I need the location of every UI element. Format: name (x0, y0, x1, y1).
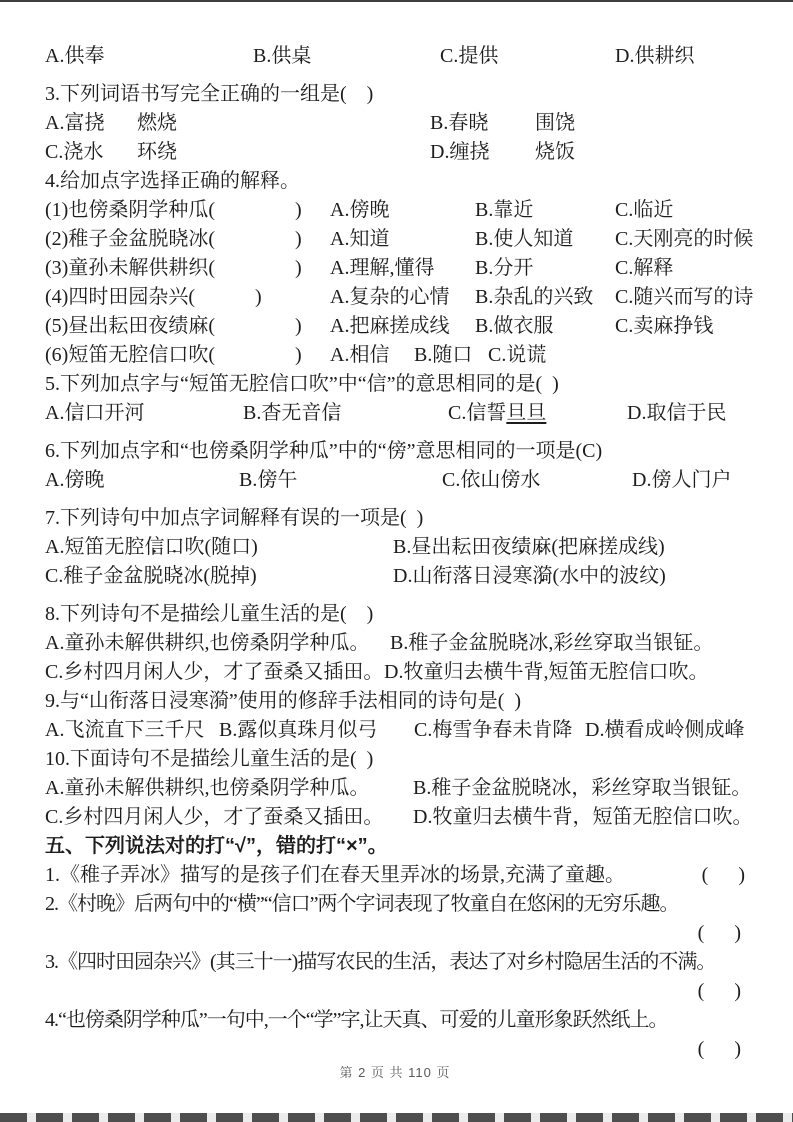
q8-stem (45, 600, 745, 629)
q7-options-row-2 (45, 562, 745, 591)
q10-options-row-1 (45, 774, 752, 803)
q8-stem-text: 8.下列诗句不是描绘儿童生活的是( ) (45, 603, 374, 625)
q4-item-5 (45, 312, 745, 341)
option-b: B.稚子金盆脱晓冰,彩丝穿取当银钲。 (390, 632, 714, 654)
q5-stem (45, 370, 745, 399)
option-a: A.童孙未解供耕织,也傍桑阴学种瓜。 (45, 632, 370, 654)
option-b: B.分开 (475, 257, 534, 279)
tf-item-1 (45, 861, 745, 890)
tf-item-2 (45, 890, 745, 919)
option-a: A.富挠 (45, 112, 105, 134)
page-top-edge (0, 0, 793, 2)
option-c: C.说谎 (488, 344, 547, 366)
tf-item-2-text: 2.《村晚》后两句中的“横”“信口”两个字词表现了牧童自在悠闲的无穷乐趣。 (45, 893, 679, 915)
item-stem: (5)昼出耘田夜绩麻( ) (45, 315, 302, 337)
q10-stem (45, 745, 745, 774)
q7-stem-text: 7.下列诗句中加点字词解释有误的一项是( ) (45, 507, 424, 529)
q7-stem (45, 504, 745, 533)
option-a: A.复杂的心情 (330, 286, 450, 308)
option-c-word2: 环绕 (137, 141, 177, 163)
item-stem: (4)四时田园杂兴( ) (45, 286, 262, 308)
option-a: A.知道 (330, 228, 390, 250)
q6-stem-text: 6.下列加点字和“也傍桑阴学种瓜”中的“傍”意思相同的一项是(C) (45, 440, 603, 462)
option-b-word2: 围饶 (535, 112, 575, 134)
q3-stem-text: 3.下列词语书写完全正确的一组是( ) (45, 83, 374, 105)
option-c: C.信誓旦旦 (448, 402, 547, 424)
item-stem: (3)童孙未解供耕织( ) (45, 257, 302, 279)
option-d: D.取信于民 (627, 402, 727, 424)
option-b: B.杂乱的兴致 (475, 286, 594, 308)
page-number-footer: 第 2 页 共 110 页 (339, 1065, 451, 1080)
q6-stem (45, 437, 745, 466)
q4-stem (45, 167, 745, 196)
option-a: A.把麻搓成线 (330, 315, 450, 337)
option-d: D.供耕织 (615, 45, 695, 67)
option-b: B.露似真珠月似弓 (219, 719, 378, 741)
option-c: C.依山傍水 (442, 469, 541, 491)
q10-stem-text: 10.下面诗句不是描绘儿童生活的是( ) (45, 748, 374, 770)
option-a: A.理解,懂得 (330, 257, 435, 279)
q5-stem-text: 5.下列加点字与“短笛无腔信口吹”中“信”的意思相同的是( ) (45, 373, 559, 395)
tf-item-4-blank: ( ) (697, 1038, 741, 1060)
option-a: A.相信 (330, 344, 390, 366)
option-b: B.傍午 (239, 469, 298, 491)
q4-item-1 (45, 196, 745, 225)
tf-item-4-text: 4.“也傍桑阴学种瓜”一句中,一个“学”字,让天真、可爱的儿童形象跃然纸上。 (45, 1009, 668, 1031)
tf-item-1-blank: ( ) (701, 864, 745, 886)
tf-item-1-text: 1.《稚子弄冰》描写的是孩子们在春天里弄冰的场景,充满了童趣。 (45, 864, 625, 886)
item-stem: (2)稚子金盆脱晓冰( ) (45, 228, 302, 250)
option-c: C.提供 (440, 45, 499, 67)
option-a: A.傍晚 (330, 199, 390, 221)
item-stem: (6)短笛无腔信口吹( ) (45, 344, 302, 366)
section5-title (45, 832, 745, 861)
option-a: A.信口开河 (45, 402, 145, 424)
q4-item-6 (45, 341, 745, 370)
option-c: C.临近 (615, 199, 674, 221)
option-d: D.缠挠 (430, 141, 490, 163)
option-d: D.牧童归去横牛背,短笛无腔信口吹。 (384, 661, 709, 683)
option-b: B.靠近 (475, 199, 534, 221)
option-c: C.卖麻挣钱 (615, 315, 714, 337)
option-b: B.稚子金盆脱晓冰，彩丝穿取当银钲。 (413, 777, 752, 799)
option-b: B.做衣服 (475, 315, 554, 337)
option-a: A.飞流直下三千尺 (45, 719, 205, 741)
option-a: A.傍晚 (45, 469, 105, 491)
option-a: A.短笛无腔信口吹(随口) (45, 536, 258, 558)
option-b: B.供桌 (253, 45, 312, 67)
q3-stem (45, 80, 745, 109)
q6-options-row (45, 466, 745, 495)
tf-item-2-blank: ( ) (697, 922, 741, 944)
option-b: B.使人知道 (475, 228, 574, 250)
q3-options-row-1 (45, 109, 745, 138)
option-c: C.天刚亮的时候 (615, 228, 754, 250)
option-c: C.解释 (615, 257, 674, 279)
option-b: B.随口 (414, 344, 473, 366)
q10-options-row-2 (45, 803, 753, 832)
page-bottom-edge (0, 1113, 793, 1122)
option-b: B.春晓 (430, 112, 489, 134)
q9-stem-text: 9.与“山衔落日浸寒漪”使用的修辞手法相同的诗句是( ) (45, 690, 522, 712)
prev-question-options-row (45, 42, 745, 71)
tf-item-3-blank: ( ) (697, 980, 741, 1002)
option-d: D.傍人门户 (632, 469, 732, 491)
item-stem: (1)也傍桑阴学种瓜( ) (45, 199, 302, 221)
q8-options-row-1 (45, 629, 745, 658)
q8-options-row-2 (45, 658, 745, 687)
option-c: C.梅雪争春未肯降 (414, 719, 573, 741)
q4-item-4 (45, 283, 754, 312)
option-d: D.横看成岭侧成峰 (585, 719, 745, 741)
tf-item-4 (45, 1006, 745, 1035)
option-c: C.稚子金盆脱晓冰(脱掉) (45, 565, 257, 587)
q9-stem (45, 687, 745, 716)
option-a: A.童孙未解供耕织,也傍桑阴学种瓜。 (45, 777, 370, 799)
q4-item-2 (45, 225, 754, 254)
option-d: D.牧童归去横牛背，短笛无腔信口吹。 (413, 806, 753, 828)
option-a: A.供奉 (45, 45, 105, 67)
option-c: C.乡村四月闲人少，才了蚕桑又插田。 (45, 661, 384, 683)
q9-options-row (45, 716, 745, 745)
tf-item-3-text: 3.《四时田园杂兴》(其三十一)描写农民的生活，表达了对乡村隐居生活的不满。 (45, 951, 716, 973)
option-c: C.乡村四月闲人少，才了蚕桑又插田。 (45, 806, 384, 828)
q4-stem-text: 4.给加点字选择正确的解释。 (45, 170, 300, 192)
option-d-word2: 烧饭 (535, 141, 575, 163)
option-b: B.昼出耘田夜绩麻(把麻搓成线) (393, 536, 665, 558)
option-c: C.浇水 (45, 141, 104, 163)
section5-title-text: 五、下列说法对的打“√”，错的打“×”。 (45, 835, 388, 857)
q7-options-row-1 (45, 533, 745, 562)
q3-options-row-2 (45, 138, 745, 167)
tf-item-3 (45, 948, 745, 977)
option-d: D.山衔落日浸寒漪(水中的波纹) (393, 565, 666, 587)
option-b: B.杳无音信 (243, 402, 342, 424)
option-a-word2: 燃烧 (137, 112, 177, 134)
q5-options-row (45, 399, 745, 428)
q4-item-3 (45, 254, 745, 283)
option-c: C.随兴而写的诗 (615, 286, 754, 308)
